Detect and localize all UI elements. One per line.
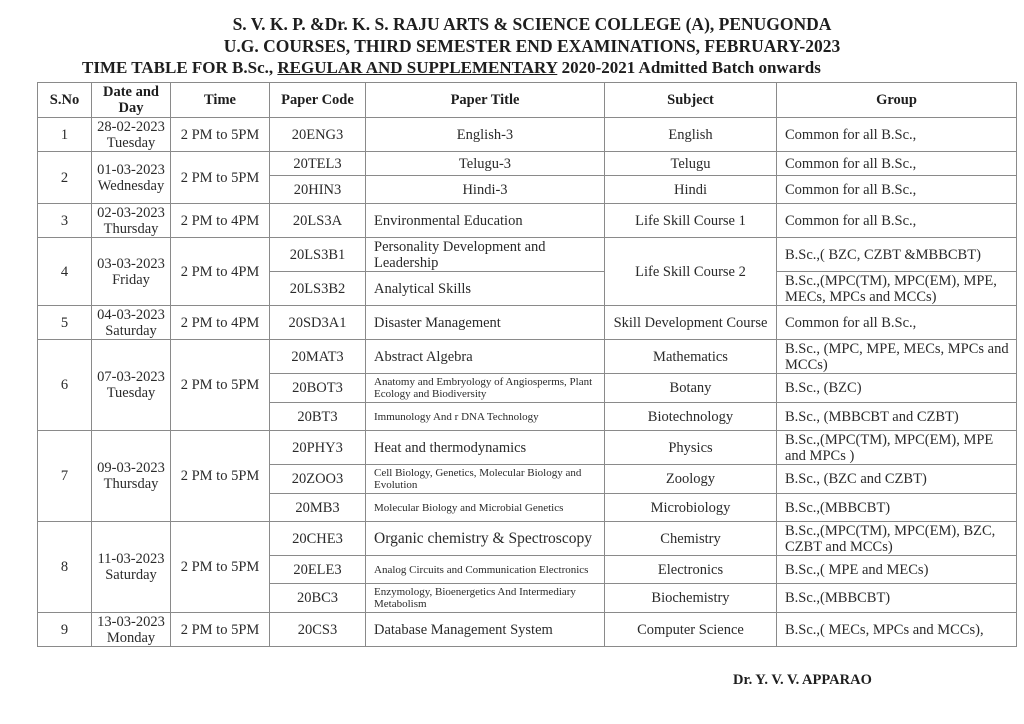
subject: Biochemistry (605, 584, 777, 613)
subject: Physics (605, 431, 777, 465)
group: B.Sc.,(MPC(TM), MPC(EM), MPE and MPCs ) (777, 431, 1017, 465)
timetable-title (82, 58, 982, 78)
paper-code: 20SD3A1 (270, 306, 366, 340)
college-name: S. V. K. P. &Dr. K. S. RAJU ARTS & SCIENCE COLLEGE (A), PENUGONDA (232, 14, 832, 34)
sno: 3 (38, 204, 92, 238)
paper-code: 20MAT3 (270, 340, 366, 374)
sno: 4 (38, 238, 92, 306)
sno: 1 (38, 118, 92, 152)
subject: Life Skill Course 2 (605, 238, 777, 306)
paper-code: 20TEL3 (270, 152, 366, 176)
table-row (38, 152, 1017, 176)
paper-title: Cell Biology, Genetics, Molecular Biology and Evolution (366, 465, 605, 494)
paper-title: Heat and thermodynamics (366, 431, 605, 465)
paper-code: 20ENG3 (270, 118, 366, 152)
title-suffix: 2020-2021 Admitted Batch onwards (557, 58, 821, 77)
subject: Electronics (605, 556, 777, 584)
col-header-title: Paper Title (366, 83, 605, 118)
col-header-time: Time (171, 83, 270, 118)
paper-code: 20PHY3 (270, 431, 366, 465)
table-row (38, 118, 1017, 152)
sno: 8 (38, 522, 92, 613)
paper-code: 20CS3 (270, 613, 366, 647)
group: B.Sc.,(MPC(TM), MPC(EM), MPE, MECs, MPCs and MCCs) (777, 272, 1017, 306)
exam-title: U.G. COURSES, THIRD SEMESTER END EXAMINATIONS, FEBRUARY-2023 (223, 36, 841, 56)
col-header-group: Group (777, 83, 1017, 118)
subject: Botany (605, 374, 777, 403)
subject: Hindi (605, 176, 777, 204)
subject: Mathematics (605, 340, 777, 374)
time: 2 PM to 5PM (171, 431, 270, 522)
paper-code: 20BT3 (270, 403, 366, 431)
group: B.Sc.,( MPE and MECs) (777, 556, 1017, 584)
paper-title: Immunology And r DNA Technology (366, 403, 605, 431)
group: B.Sc.,(MPC(TM), MPC(EM), BZC, CZBT and MCCs) (777, 522, 1017, 556)
time: 2 PM to 4PM (171, 238, 270, 306)
group: Common for all B.Sc., (777, 118, 1017, 152)
subject: Computer Science (605, 613, 777, 647)
sno: 7 (38, 431, 92, 522)
group: B.Sc.,( MECs, MPCs and MCCs), (777, 613, 1017, 647)
table-row (38, 522, 1017, 556)
group: Common for all B.Sc., (777, 152, 1017, 176)
date-day: 09-03-2023 Thursday (92, 431, 171, 522)
paper-code: 20LS3B2 (270, 272, 366, 306)
time: 2 PM to 5PM (171, 522, 270, 613)
sno: 6 (38, 340, 92, 431)
subject: Life Skill Course 1 (605, 204, 777, 238)
time: 2 PM to 4PM (171, 306, 270, 340)
paper-code: 20LS3B1 (270, 238, 366, 272)
subject: Skill Development Course (605, 306, 777, 340)
date-day: 13-03-2023 Monday (92, 613, 171, 647)
time: 2 PM to 5PM (171, 152, 270, 204)
group: Common for all B.Sc., (777, 306, 1017, 340)
table-row (38, 613, 1017, 647)
paper-title: English-3 (366, 118, 605, 152)
subject: Biotechnology (605, 403, 777, 431)
paper-title: Abstract Algebra (366, 340, 605, 374)
col-header-sno: S.No (38, 83, 92, 118)
date-day: 02-03-2023 Thursday (92, 204, 171, 238)
table-row (38, 306, 1017, 340)
table-row (38, 204, 1017, 238)
date-day: 07-03-2023 Tuesday (92, 340, 171, 431)
paper-title: Molecular Biology and Microbial Genetics (366, 494, 605, 522)
sno: 9 (38, 613, 92, 647)
subject: Telugu (605, 152, 777, 176)
group: Common for all B.Sc., (777, 204, 1017, 238)
paper-title: Environmental Education (366, 204, 605, 238)
col-header-subject: Subject (605, 83, 777, 118)
table-row (38, 238, 1017, 272)
paper-title: Organic chemistry & Spectroscopy (366, 522, 605, 556)
group: B.Sc.,( BZC, CZBT &MBBCBT) (777, 238, 1017, 272)
group: B.Sc., (MPC, MPE, MECs, MPCs and MCCs) (777, 340, 1017, 374)
paper-title: Enzymology, Bioenergetics And Intermediary Metabolism (366, 584, 605, 613)
paper-code: 20MB3 (270, 494, 366, 522)
paper-code: 20BC3 (270, 584, 366, 613)
paper-title: Analog Circuits and Communication Electronics (366, 556, 605, 584)
paper-code: 20BOT3 (270, 374, 366, 403)
group: B.Sc.,(MBBCBT) (777, 584, 1017, 613)
paper-code: 20ZOO3 (270, 465, 366, 494)
paper-title: Telugu-3 (366, 152, 605, 176)
subject: Chemistry (605, 522, 777, 556)
group: B.Sc., (BZC and CZBT) (777, 465, 1017, 494)
paper-code: 20HIN3 (270, 176, 366, 204)
group: B.Sc., (MBBCBT and CZBT) (777, 403, 1017, 431)
paper-title: Anatomy and Embryology of Angiosperms, Plant Ecology and Biodiversity (366, 374, 605, 403)
paper-code: 20ELE3 (270, 556, 366, 584)
paper-code: 20LS3A (270, 204, 366, 238)
col-header-code: Paper Code (270, 83, 366, 118)
date-day: 01-03-2023 Wednesday (92, 152, 171, 204)
subject: Zoology (605, 465, 777, 494)
group: B.Sc.,(MBBCBT) (777, 494, 1017, 522)
time: 2 PM to 4PM (171, 204, 270, 238)
time: 2 PM to 5PM (171, 340, 270, 431)
paper-title: Disaster Management (366, 306, 605, 340)
title-underlined: REGULAR AND SUPPLEMENTARY (277, 58, 558, 77)
sno: 2 (38, 152, 92, 204)
time: 2 PM to 5PM (171, 118, 270, 152)
group: Common for all B.Sc., (777, 176, 1017, 204)
table-header-row (38, 83, 1017, 118)
paper-title: Hindi-3 (366, 176, 605, 204)
date-day: 11-03-2023 Saturday (92, 522, 171, 613)
table-row (38, 340, 1017, 374)
table-row (38, 431, 1017, 465)
time: 2 PM to 5PM (171, 613, 270, 647)
paper-title: Database Management System (366, 613, 605, 647)
title-prefix: TIME TABLE FOR B.Sc., (82, 58, 278, 77)
timetable (37, 82, 1017, 647)
sno: 5 (38, 306, 92, 340)
col-header-date: Date and Day (92, 83, 171, 118)
signature: Dr. Y. V. V. APPARAO (733, 672, 872, 688)
paper-title: Personality Development and Leadership (366, 238, 605, 272)
group: B.Sc., (BZC) (777, 374, 1017, 403)
subject: English (605, 118, 777, 152)
subject: Microbiology (605, 494, 777, 522)
paper-title: Analytical Skills (366, 272, 605, 306)
date-day: 03-03-2023 Friday (92, 238, 171, 306)
paper-code: 20CHE3 (270, 522, 366, 556)
date-day: 28-02-2023 Tuesday (92, 118, 171, 152)
date-day: 04-03-2023 Saturday (92, 306, 171, 340)
